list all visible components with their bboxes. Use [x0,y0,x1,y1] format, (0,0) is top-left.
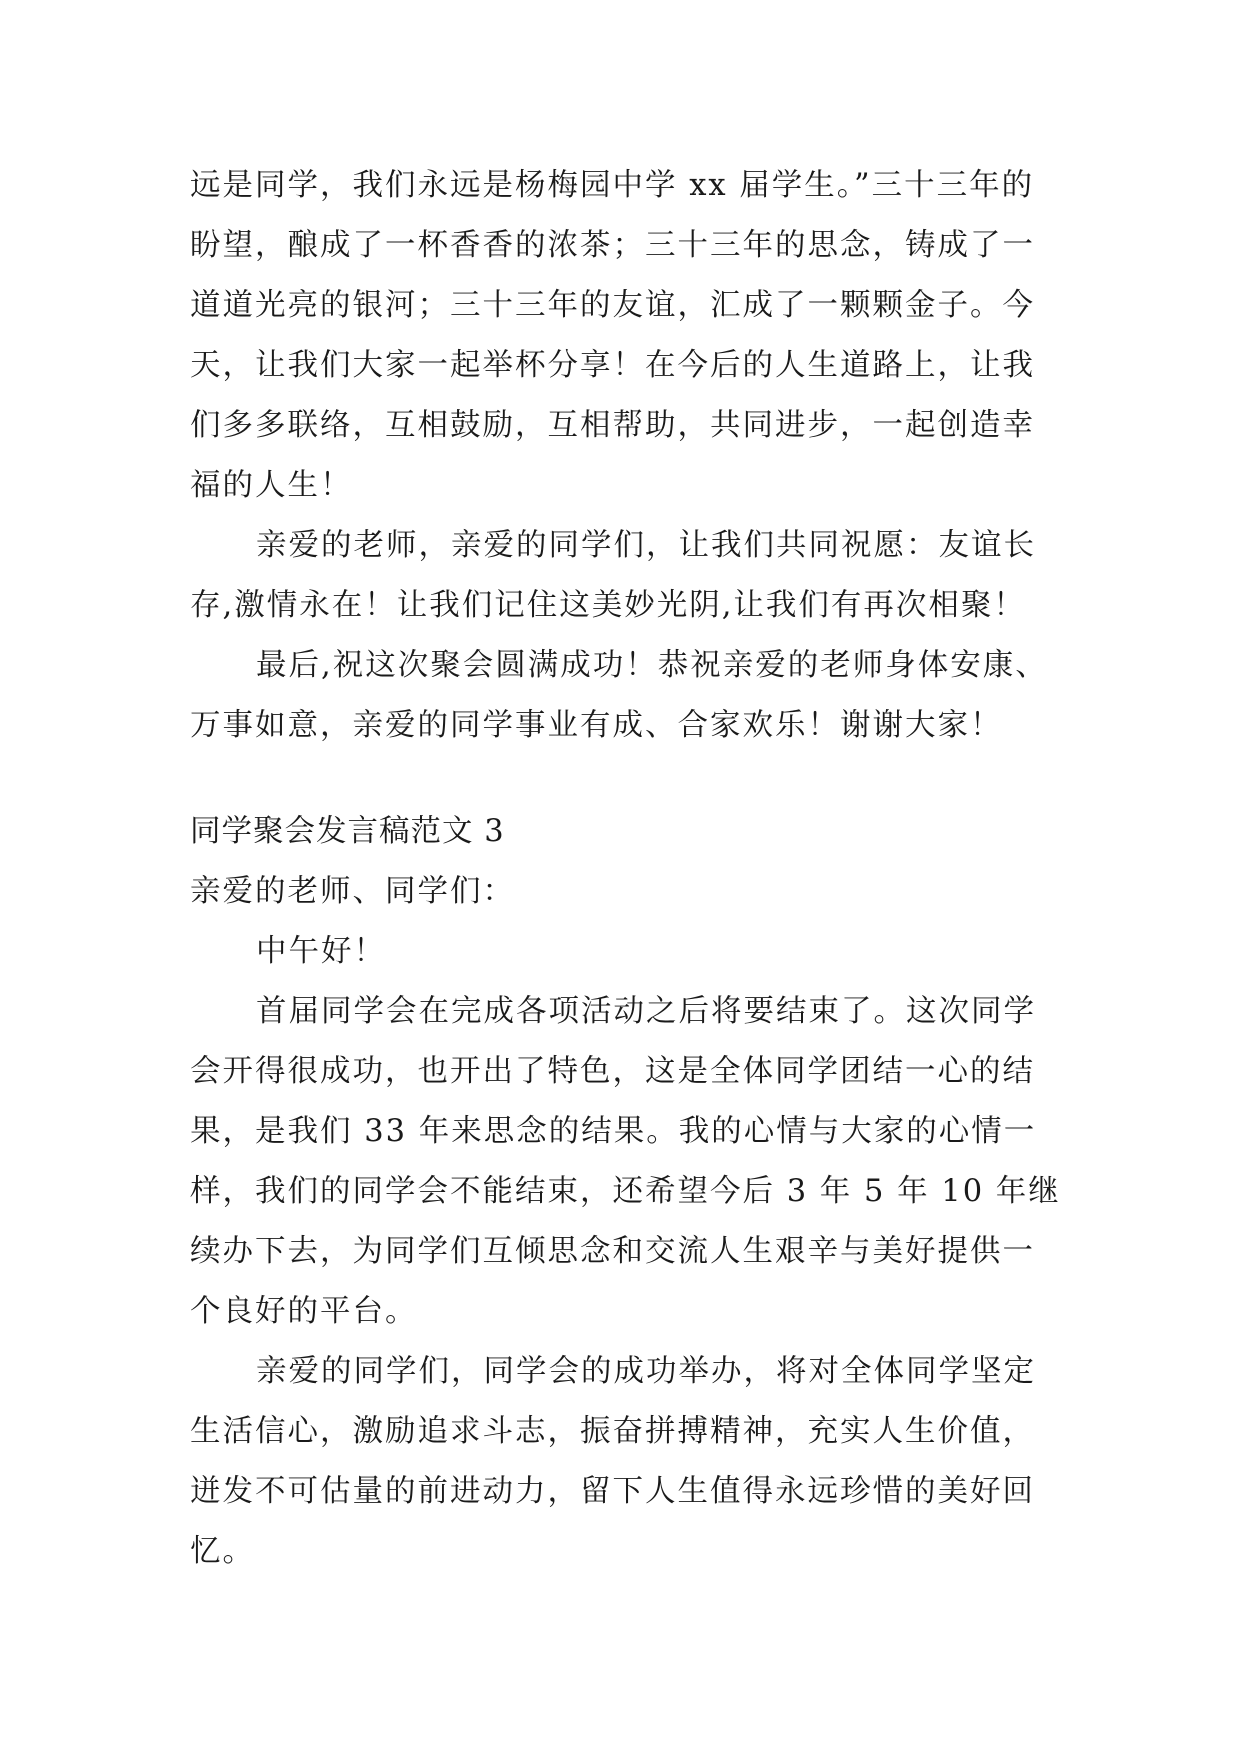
paragraph-line: 亲爱的同学们，同学会的成功举办，将对全体同学坚定 [256,1354,1036,1389]
paragraph-line: 样，我们的同学会不能结束，还希望今后 3 年 5 年 10 年继 [190,1174,1061,1209]
speech-body [190,862,1061,1582]
paragraph-line: 天，让我们大家一起举杯分享！在今后的人生道路上，让我 [190,348,1035,383]
paragraph-line: 首届同学会在完成各项活动之后将要结束了。这次同学 [256,994,1036,1029]
paragraph-line: 续办下去，为同学们互倾思念和交流人生艰辛与美好提供一 [190,1234,1035,1269]
paragraph-line: 亲爱的老师，亲爱的同学们，让我们共同祝愿：友谊长 [256,528,1036,563]
paragraph-line: 道道光亮的银河；三十三年的友谊，汇成了一颗颗金子。今 [190,288,1035,323]
paragraph-line: 迸发不可估量的前进动力，留下人生值得永远珍惜的美好回 [190,1474,1035,1509]
paragraph-line: 会开得很成功，也开出了特色，这是全体同学团结一心的结 [190,1054,1035,1089]
section-title [190,802,1050,862]
section-title-text: 同学聚会发言稿范文 3 [190,814,505,849]
salutation: 亲爱的老师、同学们： [190,874,515,909]
paragraph-line: 果，是我们 33 年来思念的结果。我的心情与大家的心情一 [190,1114,1037,1149]
paragraph-line: 们多多联络，互相鼓励，互相帮助，共同进步，一起创造幸 [190,408,1035,443]
paragraph-line: 忆。 [190,1534,255,1569]
greeting: 中午好！ [256,934,386,969]
paragraph-line: 福的人生！ [190,468,353,503]
paragraph-line: 个良好的平台。 [190,1294,418,1329]
paragraph-line: 万事如意，亲爱的同学事业有成、合家欢乐！谢谢大家！ [190,708,1003,743]
paragraph-line: 存,激情永在！让我们记住这美妙光阴,让我们有再次相聚！ [190,588,1026,623]
paragraph-line: 最后,祝这次聚会圆满成功！恭祝亲爱的老师身体安康、 [256,648,1048,683]
paragraph-line: 生活信心，激励追求斗志，振奋拼搏精神，充实人生价值， [190,1414,1035,1449]
paragraph-line: 盼望，酿成了一杯香香的浓茶；三十三年的思念，铸成了一 [190,228,1035,263]
speech-continuation [190,156,1050,756]
paragraph-line: 远是同学，我们永远是杨梅园中学 xx 届学生。”三十三年的 [190,168,1035,203]
